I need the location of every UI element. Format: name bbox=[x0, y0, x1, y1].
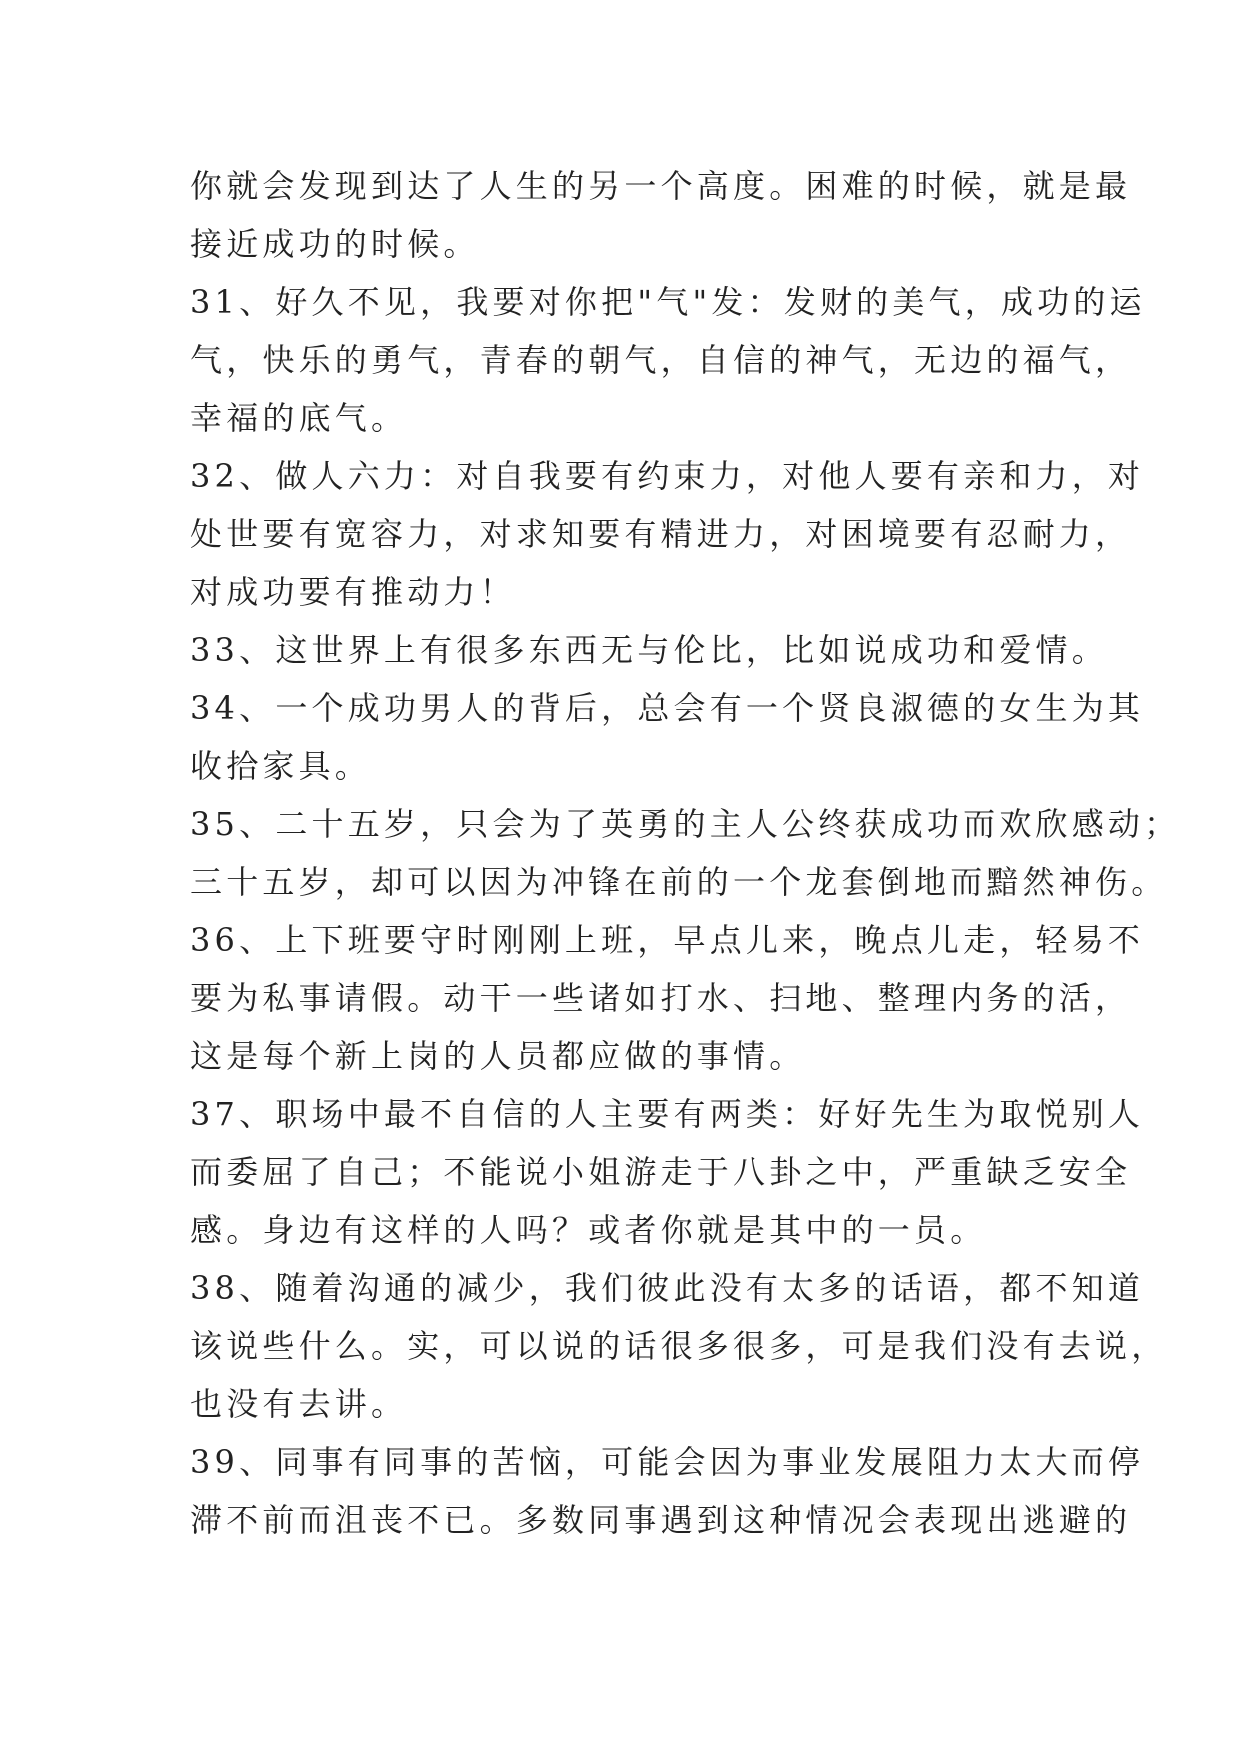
text-line: 39、同事有同事的苦恼，可能会因为事业发展阻力太大而停 bbox=[190, 1443, 1145, 1481]
text-line: 感。身边有这样的人吗？或者你就是其中的一员。 bbox=[190, 1211, 987, 1249]
text-line: 37、职场中最不自信的人主要有两类：好好先生为取悦别人 bbox=[190, 1095, 1145, 1133]
text-line: 31、好久不见，我要对你把"气"发：发财的美气，成功的运 bbox=[190, 283, 1146, 321]
text-line: 要为私事请假。动干一些诸如打水、扫地、整理内务的活， bbox=[190, 979, 1132, 1017]
text-line: 你就会发现到达了人生的另一个高度。困难的时候，就是最 bbox=[190, 167, 1132, 205]
text-line: 对成功要有推动力！ bbox=[190, 573, 516, 611]
text-line: 而委屈了自己；不能说小姐游走于八卦之中，严重缺乏安全 bbox=[190, 1153, 1132, 1191]
text-line: 34、一个成功男人的背后，总会有一个贤良淑德的女生为其 bbox=[190, 689, 1145, 727]
text-line: 33、这世界上有很多东西无与伦比，比如说成功和爱情。 bbox=[190, 631, 1108, 669]
text-line: 接近成功的时候。 bbox=[190, 225, 480, 263]
text-line: 幸福的底气。 bbox=[190, 399, 408, 437]
text-line: 气，快乐的勇气，青春的朝气，自信的神气，无边的福气， bbox=[190, 341, 1132, 379]
text-line: 32、做人六力：对自我要有约束力，对他人要有亲和力，对 bbox=[190, 457, 1145, 495]
text-line: 这是每个新上岗的人员都应做的事情。 bbox=[190, 1037, 806, 1075]
text-line: 该说些什么。实，可以说的话很多很多，可是我们没有去说， bbox=[190, 1327, 1168, 1365]
text-line: 处世要有宽容力，对求知要有精进力，对困境要有忍耐力， bbox=[190, 515, 1132, 553]
text-line: 36、上下班要守时刚刚上班，早点儿来，晚点儿走，轻易不 bbox=[190, 921, 1145, 959]
document-body-text bbox=[190, 157, 1181, 1549]
text-line: 收拾家具。 bbox=[190, 747, 372, 785]
text-line: 35、二十五岁，只会为了英勇的主人公终获成功而欢欣感动； bbox=[190, 805, 1181, 843]
text-line: 也没有去讲。 bbox=[190, 1385, 408, 1423]
text-line: 三十五岁，却可以因为冲锋在前的一个龙套倒地而黯然神伤。 bbox=[190, 863, 1168, 901]
text-line: 38、随着沟通的减少，我们彼此没有太多的话语，都不知道 bbox=[190, 1269, 1145, 1307]
text-line: 滞不前而沮丧不已。多数同事遇到这种情况会表现出逃避的 bbox=[190, 1501, 1132, 1539]
